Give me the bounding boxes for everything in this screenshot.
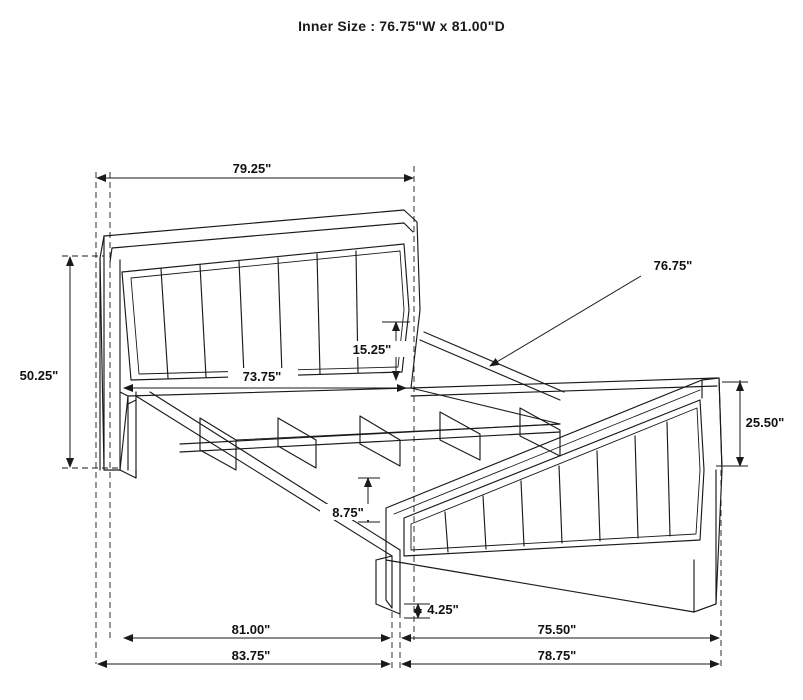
dim-label-footboard-depth: 75.50" (537, 622, 577, 637)
dim-label-overall-left: 83.75" (231, 648, 271, 663)
slat-1 (200, 418, 236, 470)
dim-label-footboard-height: 25.50" (745, 415, 785, 430)
dim-label-headboard-height: 50.25" (19, 368, 59, 383)
dim-label-slat-clearance: 8.75" (332, 505, 364, 520)
dim-label-side-rail-length: 81.00" (231, 622, 271, 637)
headboard-outline (100, 210, 420, 470)
leader-76-75 (490, 276, 641, 366)
left-side-rail (136, 396, 392, 556)
dim-label-overall-right: 78.75" (537, 648, 577, 663)
side-rail-top (411, 378, 717, 388)
dimension-lines (62, 166, 748, 668)
dim-label-headboard-width: 79.25" (232, 161, 272, 176)
footboard-outline (386, 378, 722, 612)
dim-label-headboard-inner-width: 73.75" (242, 369, 282, 384)
dim-label-rail-length: 76.75" (653, 258, 693, 273)
dim-label-panel-height: 15.25" (352, 342, 392, 357)
slat-2 (278, 418, 316, 468)
page-title: Inner Size : 76.75"W x 81.00"D (298, 18, 505, 34)
dim-label-foot-leg-height: 4.25" (427, 602, 459, 617)
